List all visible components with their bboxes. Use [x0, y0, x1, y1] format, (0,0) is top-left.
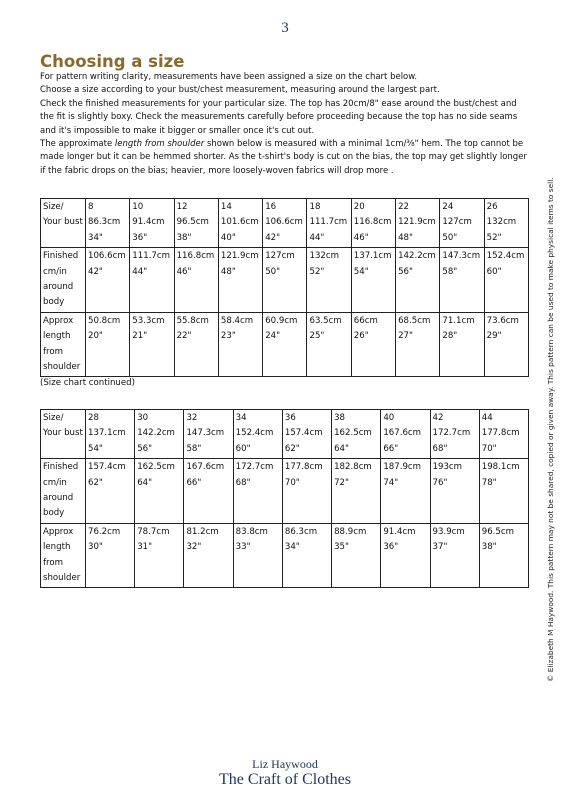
table-row-length — [41, 523, 529, 588]
length-in: 34" — [284, 542, 300, 553]
bust-cm: 177.8cm — [481, 428, 520, 439]
finished-cell — [86, 248, 130, 313]
finished-cm: 132cm — [309, 251, 339, 262]
finished-cell — [135, 459, 184, 524]
bust-in: 56" — [137, 443, 153, 454]
length-cm: 50.8cm — [88, 315, 121, 326]
length-cell — [233, 523, 282, 588]
size-number: 18 — [309, 202, 321, 212]
bust-in: 46" — [353, 232, 369, 243]
finished-cell — [130, 248, 174, 313]
size-cell — [307, 199, 351, 248]
length-cm: 96.5cm — [481, 526, 514, 537]
bust-cm: 132cm — [486, 217, 517, 228]
length-in: 21" — [132, 331, 148, 342]
length-cell — [174, 312, 218, 377]
length-in: 37" — [432, 542, 448, 553]
size-cell — [263, 199, 307, 248]
length-cell — [484, 312, 528, 377]
finished-in: 64" — [137, 477, 153, 488]
size-number: 40 — [383, 413, 395, 423]
length-in: 26" — [353, 331, 369, 342]
paragraph-length-note — [40, 138, 532, 178]
bust-in: 42" — [265, 232, 281, 243]
size-cell — [184, 410, 233, 459]
finished-cell — [332, 459, 381, 524]
size-chart-continued-label: (Size chart continued) — [40, 378, 135, 388]
length-cm: 55.8cm — [176, 315, 209, 326]
bust-cm: 116.8cm — [353, 217, 392, 228]
bust-cm: 121.9cm — [398, 217, 436, 228]
bust-in: 68" — [432, 443, 448, 454]
length-cm: 71.1cm — [442, 315, 475, 326]
bust-cm: 147.3cm — [186, 428, 225, 439]
size-cell — [282, 410, 331, 459]
size-number: 8 — [88, 202, 94, 212]
section-heading: Choosing a size — [40, 52, 185, 71]
finished-in: 62" — [88, 477, 103, 488]
paragraph: Check the finished measurements for your particular size. The top has 20cm/8" ease around the bust/chest and the fit is slightly boxy. Check the measurements carefully before proceeding because the top has no side seams and it's impossible to make it bigger or smaller once it's cut out. — [40, 98, 518, 136]
finished-cell — [307, 248, 351, 313]
finished-in: 78" — [481, 477, 497, 488]
length-in: 27" — [398, 331, 413, 342]
length-cell — [184, 523, 233, 588]
length-cell — [282, 523, 331, 588]
length-cell — [307, 312, 351, 377]
finished-cm: 106.6cm — [88, 251, 126, 262]
size-chart-table — [40, 198, 529, 377]
bust-in: 50" — [442, 232, 458, 243]
size-number: 44 — [481, 413, 493, 423]
finished-cell — [184, 459, 233, 524]
size-cell — [135, 410, 184, 459]
finished-cm: 167.6cm — [186, 462, 225, 473]
length-cell — [440, 312, 484, 377]
finished-cm: 111.7cm — [132, 251, 170, 262]
length-cm: 93.9cm — [432, 526, 465, 537]
finished-cell — [174, 248, 218, 313]
bust-in: 66" — [383, 443, 399, 454]
finished-cm: 157.4cm — [88, 462, 126, 473]
row-label-finished: Finished cm/in around body — [41, 248, 86, 313]
size-cell — [396, 199, 440, 248]
length-cell — [479, 523, 528, 588]
length-in: 36" — [383, 542, 399, 553]
finished-cell — [484, 248, 528, 313]
finished-cm: 187.9cm — [383, 462, 422, 473]
footer-title: The Craft of Clothes — [219, 771, 351, 788]
size-number: 32 — [186, 413, 198, 423]
bust-in: 62" — [284, 443, 300, 454]
length-in: 38" — [481, 542, 497, 553]
paragraph: Choose a size according to your bust/chest measurement, measuring around the largest part. — [40, 85, 440, 96]
size-cell — [86, 410, 135, 459]
size-cell — [130, 199, 174, 248]
finished-in: 56" — [398, 266, 413, 277]
size-cell — [218, 199, 262, 248]
size-number: 16 — [265, 202, 277, 212]
bust-in: 70" — [481, 443, 497, 454]
bust-in: 64" — [334, 443, 349, 454]
bust-cm: 137.1cm — [88, 428, 126, 439]
finished-cell — [233, 459, 282, 524]
finished-in: 76" — [432, 477, 448, 488]
length-cm: 78.7cm — [137, 526, 170, 537]
length-in: 32" — [186, 542, 202, 553]
size-number: 24 — [442, 202, 454, 212]
length-cell — [135, 523, 184, 588]
size-number: 14 — [220, 202, 232, 212]
paragraph-text: The approximate — [40, 139, 115, 150]
length-in: 35" — [334, 542, 349, 553]
finished-cell — [263, 248, 307, 313]
finished-in: 58" — [442, 266, 458, 277]
bust-in: 36" — [132, 232, 148, 243]
intro-text — [40, 71, 532, 178]
finished-cell — [440, 248, 484, 313]
finished-in: 60" — [486, 266, 502, 277]
bust-cm: 127cm — [442, 217, 472, 228]
bust-in: 38" — [176, 232, 192, 243]
length-in: 22" — [176, 331, 192, 342]
bust-cm: 106.6cm — [265, 217, 303, 228]
finished-cm: 172.7cm — [235, 462, 274, 473]
table-row-size — [41, 410, 529, 459]
size-cell — [440, 199, 484, 248]
row-label-size: Size/ Your bust — [41, 410, 86, 459]
length-in: 25" — [309, 331, 325, 342]
length-cell — [381, 523, 430, 588]
table-row-size — [41, 199, 529, 248]
size-number: 22 — [398, 202, 410, 212]
length-cell — [86, 523, 135, 588]
paragraph: For pattern writing clarity, measurements have been assigned a size on the chart below. — [40, 72, 418, 82]
finished-cell — [282, 459, 331, 524]
copyright-notice: © Elizabeth M Haywood. This pattern may not be shared, copied or given away. This pattern can be used to make physical items to sell. — [546, 177, 555, 682]
length-in: 33" — [235, 542, 251, 553]
bust-cm: 162.5cm — [334, 428, 372, 439]
size-cell — [484, 199, 528, 248]
size-number: 28 — [88, 413, 99, 423]
size-cell — [381, 410, 430, 459]
length-cell — [332, 523, 381, 588]
bust-cm: 152.4cm — [235, 428, 274, 439]
finished-cm: 162.5cm — [137, 462, 175, 473]
table-row-finished — [41, 459, 529, 524]
length-cm: 83.8cm — [235, 526, 268, 537]
finished-in: 42" — [88, 266, 103, 277]
bust-in: 54" — [88, 443, 103, 454]
size-cell — [174, 199, 218, 248]
footer-author: Liz Haywood — [252, 757, 318, 771]
bust-in: 44" — [309, 232, 325, 243]
finished-cell — [86, 459, 135, 524]
finished-cm: 182.8cm — [334, 462, 372, 473]
finished-cell — [479, 459, 528, 524]
bust-in: 58" — [186, 443, 202, 454]
finished-cell — [381, 459, 430, 524]
finished-in: 44" — [132, 266, 148, 277]
bust-cm: 91.4cm — [132, 217, 165, 228]
table-row-finished — [41, 248, 529, 313]
length-cm: 73.6cm — [486, 315, 519, 326]
finished-in: 50" — [265, 266, 281, 277]
row-label-finished: Finished cm/in around body — [41, 459, 86, 524]
emphasis-length-from-shoulder: length from shoulder — [114, 139, 205, 150]
size-number: 30 — [137, 413, 149, 423]
length-in: 30" — [88, 542, 103, 553]
finished-cm: 177.8cm — [284, 462, 323, 473]
row-label-length: Approx length from shoulder — [41, 523, 86, 588]
finished-cm: 137.1cm — [353, 251, 392, 262]
length-cell — [430, 523, 479, 588]
length-cm: 60.9cm — [265, 315, 298, 326]
bust-cm: 142.2cm — [137, 428, 175, 439]
bust-cm: 86.3cm — [88, 217, 121, 228]
finished-in: 48" — [220, 266, 236, 277]
size-number: 20 — [353, 202, 365, 212]
length-in: 31" — [137, 542, 153, 553]
size-number: 26 — [486, 202, 498, 212]
length-cell — [351, 312, 395, 377]
finished-cell — [218, 248, 262, 313]
finished-cm: 152.4cm — [486, 251, 525, 262]
bust-cm: 96.5cm — [176, 217, 209, 228]
bust-in: 34" — [88, 232, 103, 243]
length-cell — [86, 312, 130, 377]
length-cm: 86.3cm — [284, 526, 318, 537]
length-cm: 58.4cm — [220, 315, 254, 326]
size-cell — [430, 410, 479, 459]
finished-in: 54" — [353, 266, 369, 277]
finished-cm: 198.1cm — [481, 462, 520, 473]
bust-in: 48" — [398, 232, 413, 243]
bust-cm: 172.7cm — [432, 428, 471, 439]
finished-cm: 121.9cm — [220, 251, 259, 262]
length-cm: 63.5cm — [309, 315, 342, 326]
finished-cm: 193cm — [432, 462, 463, 473]
bust-in: 52" — [486, 232, 502, 243]
length-cm: 53.3cm — [132, 315, 165, 326]
finished-in: 74" — [383, 477, 399, 488]
size-cell — [479, 410, 528, 459]
finished-in: 66" — [186, 477, 202, 488]
size-cell — [351, 199, 395, 248]
length-in: 23" — [220, 331, 236, 342]
size-cell — [332, 410, 381, 459]
bust-cm: 157.4cm — [284, 428, 323, 439]
length-cm: 68.5cm — [398, 315, 431, 326]
length-in: 24" — [265, 331, 281, 342]
size-number: 34 — [235, 413, 247, 423]
finished-in: 52" — [309, 266, 325, 277]
finished-cm: 147.3cm — [442, 251, 481, 262]
size-number: 36 — [284, 413, 296, 423]
row-label-size: Size/ Your bust — [41, 199, 86, 248]
finished-cell — [430, 459, 479, 524]
size-number: 42 — [432, 413, 444, 423]
bust-cm: 101.6cm — [220, 217, 259, 228]
size-number: 38 — [334, 413, 346, 423]
row-label-length: Approx length from shoulder — [41, 312, 86, 377]
size-chart-table-continued — [40, 409, 529, 588]
length-in: 20" — [88, 331, 103, 342]
length-cell — [263, 312, 307, 377]
length-in: 28" — [442, 331, 458, 342]
paragraph-text: shown below is measured with a minimal 1cm/⅜" hem. The top cannot be made longer but it can be hemmed shorter. As the t-shirt's body is cut on the bias, the top may get slightly longer if the fabric drops on the bias; heavier, more loosely-woven fabrics will drop more . — [40, 139, 527, 176]
length-cm: 76.2cm — [88, 526, 121, 537]
bust-cm: 167.6cm — [383, 428, 422, 439]
length-in: 29" — [486, 331, 502, 342]
length-cm: 66cm — [353, 315, 378, 326]
finished-cell — [351, 248, 395, 313]
bust-in: 40" — [220, 232, 236, 243]
length-cell — [396, 312, 440, 377]
length-cell — [130, 312, 174, 377]
length-cm: 91.4cm — [383, 526, 416, 537]
finished-cm: 142.2cm — [398, 251, 436, 262]
length-cell — [218, 312, 262, 377]
page-number: 3 — [281, 20, 289, 36]
finished-cell — [396, 248, 440, 313]
finished-in: 46" — [176, 266, 192, 277]
size-number: 10 — [132, 202, 144, 212]
size-number: 12 — [176, 202, 188, 212]
finished-in: 72" — [334, 477, 349, 488]
bust-cm: 111.7cm — [309, 217, 348, 228]
bust-in: 60" — [235, 443, 251, 454]
finished-cm: 127cm — [265, 251, 295, 262]
finished-in: 70" — [284, 477, 300, 488]
size-cell — [233, 410, 282, 459]
length-cm: 81.2cm — [186, 526, 219, 537]
size-cell — [86, 199, 130, 248]
finished-in: 68" — [235, 477, 251, 488]
finished-cm: 116.8cm — [176, 251, 215, 262]
length-cm: 88.9cm — [334, 526, 367, 537]
table-row-length — [41, 312, 529, 377]
